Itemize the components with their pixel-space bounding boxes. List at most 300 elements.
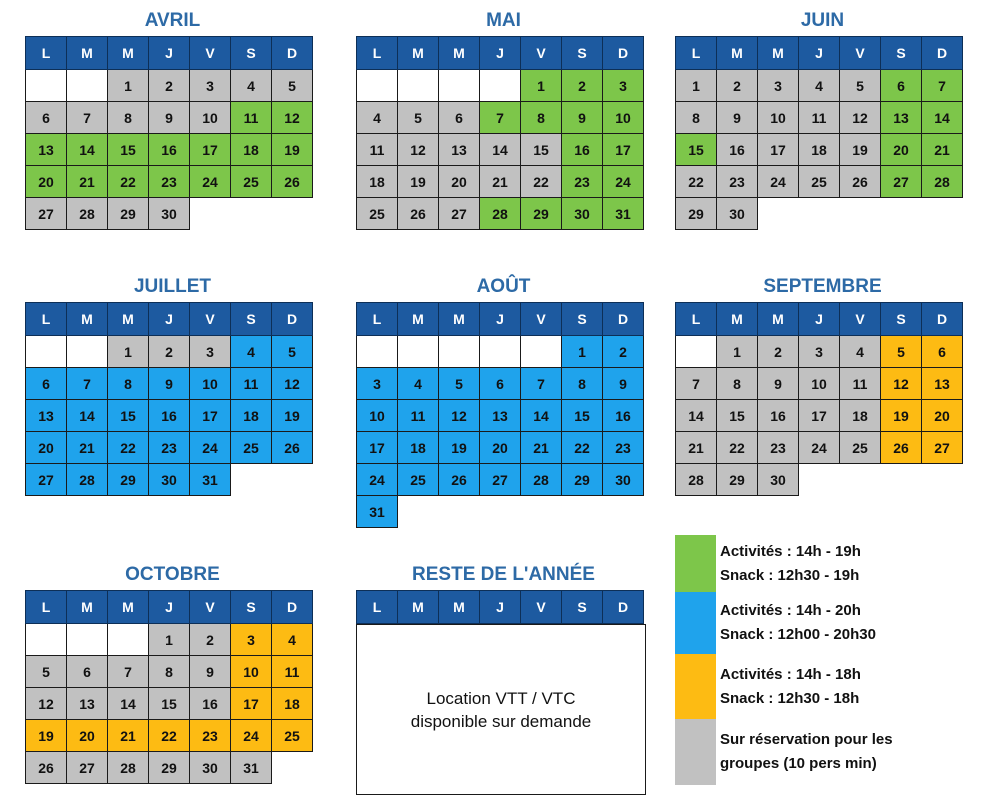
week-row — [26, 656, 313, 688]
blank-cell — [272, 198, 313, 230]
month-title: AVRIL — [144, 10, 201, 31]
day-cell: 14 — [480, 134, 521, 166]
empty-day-cell — [676, 336, 717, 368]
blank-cell — [231, 464, 272, 496]
blank-cell — [398, 496, 439, 528]
day-cell: 28 — [67, 464, 108, 496]
weekday-header-row — [26, 37, 313, 70]
day-cell: 6 — [439, 102, 480, 134]
calendar-month — [25, 6, 320, 230]
blank-cell — [840, 198, 881, 230]
empty-day-cell — [439, 70, 480, 102]
day-cell: 6 — [922, 336, 963, 368]
day-cell: 1 — [562, 336, 603, 368]
month-title: AOÛT — [476, 276, 531, 297]
weekday-header: V — [840, 303, 881, 336]
weekday-header: M — [67, 303, 108, 336]
day-cell: 28 — [922, 166, 963, 198]
blank-cell — [799, 198, 840, 230]
day-cell: 5 — [439, 368, 480, 400]
legend-line: Activités : 14h - 20h — [720, 602, 861, 619]
day-cell: 11 — [272, 656, 313, 688]
week-row — [676, 70, 963, 102]
weekday-header: J — [149, 37, 190, 70]
day-cell: 26 — [272, 432, 313, 464]
week-row — [26, 198, 313, 230]
day-cell: 14 — [521, 400, 562, 432]
day-cell: 2 — [603, 336, 644, 368]
empty-day-cell — [480, 70, 521, 102]
blank-cell — [272, 752, 313, 784]
month-grid — [25, 36, 313, 230]
month-title: SEPTEMBRE — [763, 276, 882, 297]
legend-swatch — [675, 654, 716, 719]
day-cell: 7 — [676, 368, 717, 400]
week-row — [357, 134, 644, 166]
day-cell: 17 — [190, 134, 231, 166]
week-row — [26, 624, 313, 656]
day-cell: 7 — [480, 102, 521, 134]
day-cell: 25 — [231, 432, 272, 464]
weekday-header: L — [26, 37, 67, 70]
month-title: JUIN — [800, 10, 845, 31]
day-cell: 29 — [108, 464, 149, 496]
day-cell: 7 — [67, 102, 108, 134]
day-cell: 1 — [108, 336, 149, 368]
week-row — [357, 102, 644, 134]
day-cell: 3 — [190, 336, 231, 368]
weekday-header: S — [231, 591, 272, 624]
day-cell: 5 — [272, 336, 313, 368]
week-row — [676, 368, 963, 400]
weekday-header: D — [603, 591, 644, 624]
day-cell: 19 — [272, 400, 313, 432]
day-cell: 12 — [272, 102, 313, 134]
day-cell: 10 — [357, 400, 398, 432]
day-cell: 9 — [562, 102, 603, 134]
day-cell: 20 — [881, 134, 922, 166]
rest-title: RESTE DE L'ANNÉE — [412, 564, 595, 585]
week-row — [26, 720, 313, 752]
day-cell: 14 — [922, 102, 963, 134]
blank-cell — [231, 198, 272, 230]
week-row — [676, 134, 963, 166]
blank-cell — [758, 198, 799, 230]
day-cell: 19 — [840, 134, 881, 166]
day-cell: 24 — [799, 432, 840, 464]
day-cell: 8 — [521, 102, 562, 134]
day-cell: 26 — [840, 166, 881, 198]
legend-swatch — [675, 592, 716, 654]
day-cell: 6 — [881, 70, 922, 102]
weekday-header: D — [603, 303, 644, 336]
day-cell: 21 — [922, 134, 963, 166]
blank-cell — [562, 496, 603, 528]
weekday-header: M — [108, 591, 149, 624]
day-cell: 30 — [190, 752, 231, 784]
day-cell: 20 — [26, 166, 67, 198]
blank-cell — [799, 464, 840, 496]
blank-cell — [881, 198, 922, 230]
legend — [675, 535, 975, 785]
day-cell: 20 — [922, 400, 963, 432]
empty-day-cell — [357, 336, 398, 368]
weekday-header-row — [676, 37, 963, 70]
day-cell: 18 — [840, 400, 881, 432]
empty-day-cell — [26, 70, 67, 102]
day-cell: 25 — [840, 432, 881, 464]
day-cell: 28 — [521, 464, 562, 496]
day-cell: 23 — [190, 720, 231, 752]
day-cell: 16 — [603, 400, 644, 432]
weekday-header: M — [758, 303, 799, 336]
blank-cell — [881, 464, 922, 496]
day-cell: 20 — [480, 432, 521, 464]
week-row — [26, 134, 313, 166]
week-row — [357, 336, 644, 368]
weekday-header-row — [676, 303, 963, 336]
weekday-header: V — [521, 37, 562, 70]
day-cell: 29 — [108, 198, 149, 230]
week-row — [26, 464, 313, 496]
empty-day-cell — [398, 70, 439, 102]
day-cell: 27 — [26, 464, 67, 496]
day-cell: 26 — [398, 198, 439, 230]
day-cell: 15 — [108, 400, 149, 432]
week-row — [26, 70, 313, 102]
day-cell: 16 — [149, 400, 190, 432]
day-cell: 5 — [881, 336, 922, 368]
week-row — [26, 688, 313, 720]
weekday-header: L — [26, 303, 67, 336]
weekday-header: M — [398, 37, 439, 70]
day-cell: 21 — [521, 432, 562, 464]
weekday-header: J — [480, 37, 521, 70]
day-cell: 15 — [149, 688, 190, 720]
day-cell: 16 — [758, 400, 799, 432]
week-row — [357, 464, 644, 496]
day-cell: 19 — [439, 432, 480, 464]
day-cell: 24 — [758, 166, 799, 198]
day-cell: 22 — [108, 432, 149, 464]
weekday-header: D — [603, 37, 644, 70]
month-grid — [675, 302, 963, 496]
day-cell: 26 — [881, 432, 922, 464]
day-cell: 12 — [272, 368, 313, 400]
day-cell: 13 — [26, 400, 67, 432]
empty-day-cell — [439, 336, 480, 368]
weekday-header: V — [190, 37, 231, 70]
week-row — [357, 166, 644, 198]
day-cell: 13 — [67, 688, 108, 720]
weekday-header: S — [881, 37, 922, 70]
day-cell: 17 — [357, 432, 398, 464]
legend-line: groupes (10 pers min) — [720, 755, 877, 772]
day-cell: 7 — [521, 368, 562, 400]
day-cell: 1 — [149, 624, 190, 656]
day-cell: 12 — [439, 400, 480, 432]
day-cell: 30 — [149, 198, 190, 230]
day-cell: 10 — [758, 102, 799, 134]
legend-item-gray — [675, 719, 975, 785]
day-cell: 24 — [190, 166, 231, 198]
legend-line: Sur réservation pour les — [720, 731, 893, 748]
day-cell: 20 — [67, 720, 108, 752]
day-cell: 30 — [562, 198, 603, 230]
day-cell: 29 — [717, 464, 758, 496]
legend-item-orange — [675, 654, 975, 719]
week-row — [26, 368, 313, 400]
day-cell: 31 — [603, 198, 644, 230]
rest-of-year — [356, 560, 651, 795]
day-cell: 25 — [357, 198, 398, 230]
day-cell: 12 — [398, 134, 439, 166]
legend-line: Activités : 14h - 18h — [720, 665, 861, 683]
day-cell: 30 — [603, 464, 644, 496]
empty-day-cell — [357, 70, 398, 102]
day-cell: 7 — [67, 368, 108, 400]
weekday-header: M — [398, 591, 439, 624]
month-grid — [356, 302, 644, 528]
day-cell: 22 — [562, 432, 603, 464]
day-cell: 16 — [717, 134, 758, 166]
day-cell: 24 — [357, 464, 398, 496]
empty-day-cell — [67, 336, 108, 368]
weekday-header: S — [231, 303, 272, 336]
legend-line: Activités : 14h - 19h — [720, 542, 861, 560]
day-cell: 12 — [26, 688, 67, 720]
day-cell: 14 — [108, 688, 149, 720]
day-cell: 11 — [231, 368, 272, 400]
empty-day-cell — [521, 336, 562, 368]
weekday-header: M — [758, 37, 799, 70]
day-cell: 21 — [676, 432, 717, 464]
day-cell: 28 — [480, 198, 521, 230]
weekday-header: L — [357, 303, 398, 336]
day-cell: 17 — [799, 400, 840, 432]
weekday-header: S — [562, 303, 603, 336]
calendar-month — [356, 6, 651, 230]
day-cell: 29 — [521, 198, 562, 230]
day-cell: 12 — [840, 102, 881, 134]
weekday-header: M — [717, 303, 758, 336]
month-title: JUILLET — [133, 276, 212, 297]
legend-item-green — [675, 535, 975, 592]
day-cell: 8 — [562, 368, 603, 400]
blank-cell — [840, 464, 881, 496]
day-cell: 13 — [881, 102, 922, 134]
legend-swatch — [675, 535, 716, 592]
day-cell: 22 — [149, 720, 190, 752]
day-cell: 2 — [149, 70, 190, 102]
weekday-header: D — [272, 37, 313, 70]
day-cell: 7 — [922, 70, 963, 102]
day-cell: 11 — [398, 400, 439, 432]
blank-cell — [480, 496, 521, 528]
weekday-header: V — [190, 591, 231, 624]
day-cell: 19 — [398, 166, 439, 198]
day-cell: 2 — [149, 336, 190, 368]
day-cell: 16 — [562, 134, 603, 166]
weekday-header: V — [190, 303, 231, 336]
weekday-header: J — [799, 37, 840, 70]
day-cell: 22 — [521, 166, 562, 198]
weekday-header: M — [67, 37, 108, 70]
day-cell: 4 — [799, 70, 840, 102]
day-cell: 3 — [190, 70, 231, 102]
weekday-header: L — [26, 591, 67, 624]
day-cell: 4 — [231, 336, 272, 368]
day-cell: 18 — [398, 432, 439, 464]
day-cell: 26 — [439, 464, 480, 496]
day-cell: 25 — [272, 720, 313, 752]
week-row — [26, 336, 313, 368]
weekday-header: L — [357, 37, 398, 70]
day-cell: 11 — [799, 102, 840, 134]
day-cell: 15 — [108, 134, 149, 166]
week-row — [26, 102, 313, 134]
week-row — [357, 432, 644, 464]
day-cell: 19 — [881, 400, 922, 432]
week-row — [357, 368, 644, 400]
day-cell: 18 — [272, 688, 313, 720]
weekday-header: M — [439, 591, 480, 624]
day-cell: 23 — [758, 432, 799, 464]
day-cell: 4 — [231, 70, 272, 102]
weekday-header: J — [480, 591, 521, 624]
weekday-header-row — [26, 303, 313, 336]
weekday-header: S — [562, 591, 603, 624]
blank-cell — [439, 496, 480, 528]
day-cell: 23 — [717, 166, 758, 198]
day-cell: 29 — [562, 464, 603, 496]
day-cell: 13 — [439, 134, 480, 166]
day-cell: 23 — [562, 166, 603, 198]
day-cell: 2 — [758, 336, 799, 368]
empty-day-cell — [26, 336, 67, 368]
day-cell: 27 — [922, 432, 963, 464]
day-cell: 11 — [840, 368, 881, 400]
day-cell: 9 — [603, 368, 644, 400]
rest-info-line: Location VTT / VTC — [426, 688, 576, 708]
day-cell: 8 — [149, 656, 190, 688]
day-cell: 9 — [149, 102, 190, 134]
day-cell: 9 — [758, 368, 799, 400]
month-grid — [675, 36, 963, 230]
calendar-month — [675, 6, 970, 230]
weekday-header: S — [881, 303, 922, 336]
day-cell: 28 — [108, 752, 149, 784]
weekday-header: M — [67, 591, 108, 624]
day-cell: 3 — [799, 336, 840, 368]
day-cell: 25 — [398, 464, 439, 496]
day-cell: 30 — [717, 198, 758, 230]
day-cell: 24 — [231, 720, 272, 752]
day-cell: 23 — [603, 432, 644, 464]
empty-day-cell — [398, 336, 439, 368]
week-row — [676, 336, 963, 368]
day-cell: 12 — [881, 368, 922, 400]
day-cell: 10 — [190, 102, 231, 134]
day-cell: 15 — [562, 400, 603, 432]
day-cell: 5 — [398, 102, 439, 134]
week-row — [357, 198, 644, 230]
legend-swatch — [675, 719, 716, 785]
day-cell: 3 — [231, 624, 272, 656]
day-cell: 23 — [149, 432, 190, 464]
day-cell: 2 — [717, 70, 758, 102]
day-cell: 23 — [149, 166, 190, 198]
week-row — [676, 400, 963, 432]
day-cell: 21 — [67, 166, 108, 198]
day-cell: 13 — [922, 368, 963, 400]
day-cell: 8 — [717, 368, 758, 400]
month-grid — [356, 36, 644, 230]
day-cell: 10 — [603, 102, 644, 134]
day-cell: 24 — [603, 166, 644, 198]
week-row — [357, 496, 644, 528]
weekday-header: M — [717, 37, 758, 70]
day-cell: 5 — [272, 70, 313, 102]
day-cell: 4 — [357, 102, 398, 134]
day-cell: 31 — [190, 464, 231, 496]
blank-cell — [922, 464, 963, 496]
day-cell: 20 — [26, 432, 67, 464]
day-cell: 1 — [521, 70, 562, 102]
weekday-header: S — [562, 37, 603, 70]
rest-info-line: disponible sur demande — [410, 711, 592, 731]
day-cell: 15 — [676, 134, 717, 166]
day-cell: 17 — [758, 134, 799, 166]
weekday-header: J — [149, 591, 190, 624]
day-cell: 27 — [67, 752, 108, 784]
weekday-header-row — [26, 591, 313, 624]
empty-day-cell — [26, 624, 67, 656]
weekday-header: V — [521, 303, 562, 336]
weekday-header: M — [439, 303, 480, 336]
day-cell: 24 — [190, 432, 231, 464]
day-cell: 5 — [26, 656, 67, 688]
day-cell: 4 — [398, 368, 439, 400]
day-cell: 1 — [108, 70, 149, 102]
day-cell: 18 — [799, 134, 840, 166]
weekday-header: S — [231, 37, 272, 70]
day-cell: 10 — [799, 368, 840, 400]
weekday-header-row — [357, 591, 644, 624]
day-cell: 18 — [231, 400, 272, 432]
day-cell: 29 — [149, 752, 190, 784]
week-row — [26, 752, 313, 784]
legend-line: Snack : 12h30 - 18h — [720, 689, 860, 707]
weekday-header-row — [357, 37, 644, 70]
day-cell: 1 — [676, 70, 717, 102]
day-cell: 27 — [881, 166, 922, 198]
month-title: MAI — [486, 10, 521, 31]
day-cell: 17 — [190, 400, 231, 432]
week-row — [676, 432, 963, 464]
day-cell: 5 — [840, 70, 881, 102]
empty-day-cell — [67, 70, 108, 102]
day-cell: 15 — [717, 400, 758, 432]
day-cell: 17 — [603, 134, 644, 166]
week-row — [357, 400, 644, 432]
empty-day-cell — [108, 624, 149, 656]
calendar-month — [356, 272, 651, 528]
day-cell: 18 — [357, 166, 398, 198]
weekday-header: M — [108, 303, 149, 336]
week-row — [676, 198, 963, 230]
day-cell: 11 — [231, 102, 272, 134]
